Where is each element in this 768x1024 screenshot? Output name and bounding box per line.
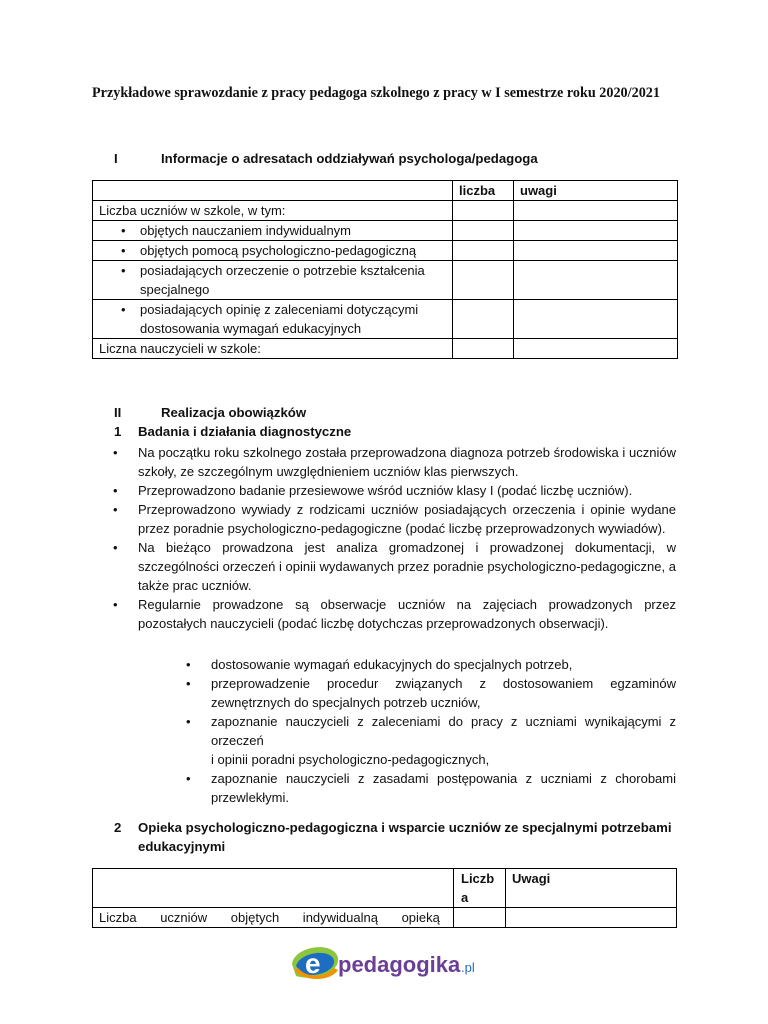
notes-cell[interactable] bbox=[514, 201, 678, 221]
logo-tld: .pl bbox=[461, 960, 475, 975]
subsection-1-number: 1 bbox=[114, 424, 122, 439]
logo-letter: e bbox=[305, 948, 321, 979]
notes-cell[interactable] bbox=[514, 339, 678, 359]
column-liczba: liczba bbox=[453, 181, 514, 201]
list-item: • Na bieżąco prowadzona jest analiza gromadzonej i prowadzonej dokumentacji, w szczególności orzeczeń i opinii wydawanych przez poradnie psychologiczno-pedagogiczne, a także prac uczniów. bbox=[92, 538, 676, 595]
notes-cell[interactable] bbox=[506, 908, 677, 928]
list-item: • zapoznanie nauczycieli z zasadami postępowania z uczniami z chorobami przewlekłymi. bbox=[160, 769, 676, 807]
subsection-2-heading bbox=[114, 818, 676, 856]
count-cell[interactable] bbox=[453, 261, 514, 300]
table-row bbox=[93, 201, 678, 221]
column-liczba: Liczba bbox=[454, 869, 506, 908]
document-title: Przykładowe sprawozdanie z pracy pedagoga szkolnego z pracy w I semestrze roku 2020/2021 bbox=[92, 85, 660, 101]
count-cell[interactable] bbox=[453, 300, 514, 339]
list-item bbox=[160, 712, 676, 769]
list-item: • przeprowadzenie procedur związanych z dostosowaniem egzaminów zewnętrznych do specjalnych potrzeb uczniów, bbox=[160, 674, 676, 712]
table-row bbox=[93, 339, 678, 359]
table-header-empty bbox=[93, 869, 454, 908]
section-2-number: II bbox=[114, 405, 122, 420]
adresaci-table bbox=[92, 180, 678, 359]
table-header-row bbox=[93, 869, 677, 908]
section-1-title: Informacje o adresatach oddziaływań psychologa/pedagoga bbox=[161, 151, 538, 166]
diagnostic-actions-list bbox=[92, 443, 676, 633]
row-label: Liczba uczniów w szkole, w tym: bbox=[93, 201, 453, 221]
row-label: • objętych nauczaniem indywidualnym bbox=[93, 221, 453, 241]
subsection-2-title: Opieka psychologiczno-pedagogiczna i wsparcie uczniów ze specjalnymi potrzebami edukacyjnymi bbox=[138, 820, 672, 854]
column-uwagi: uwagi bbox=[514, 181, 678, 201]
row-label: • posiadających opinię z zaleceniami dotyczącymi dostosowania wymagań edukacyjnych bbox=[93, 300, 453, 339]
list-item: • Na początku roku szkolnego została przeprowadzona diagnoza potrzeb środowiska i uczniów szkoły, ze szczególnym uwzględnieniem uczniów klas pierwszych. bbox=[92, 443, 676, 481]
count-cell[interactable] bbox=[454, 908, 506, 928]
row-label: Liczna nauczycieli w szkole: bbox=[93, 339, 453, 359]
count-cell[interactable] bbox=[453, 221, 514, 241]
table-row bbox=[93, 221, 678, 241]
notes-cell[interactable] bbox=[514, 221, 678, 241]
section-1-number: I bbox=[114, 151, 118, 166]
count-cell[interactable] bbox=[453, 201, 514, 221]
table-row bbox=[93, 300, 678, 339]
count-cell[interactable] bbox=[453, 339, 514, 359]
table-header-empty bbox=[93, 181, 453, 201]
table-row bbox=[93, 241, 678, 261]
logo-word: pedagogika bbox=[338, 952, 461, 977]
count-cell[interactable] bbox=[453, 241, 514, 261]
list-item: • Regularnie prowadzone są obserwacje uczniów na zajęciach prowadzonych przez pozostałych nauczycieli (podać liczbę dotychczas przeprowadzonych obserwacji). bbox=[92, 595, 676, 633]
notes-cell[interactable] bbox=[514, 300, 678, 339]
list-item-text: zapoznanie nauczycieli z zaleceniami do pracy z uczniami wynikającymi z orzeczeń bbox=[211, 714, 676, 748]
section-2-title: Realizacja obowiązków bbox=[161, 405, 307, 420]
epedagogika-logo[interactable] bbox=[290, 940, 490, 984]
row-label: • objętych pomocą psychologiczno-pedagogiczną bbox=[93, 241, 453, 261]
logo-graphic bbox=[290, 940, 490, 984]
notes-cell[interactable] bbox=[514, 261, 678, 300]
subsection-1-title: Badania i działania diagnostyczne bbox=[138, 424, 352, 439]
list-item: • dostosowanie wymagań edukacyjnych do specjalnych potrzeb, bbox=[160, 655, 676, 674]
opieka-table bbox=[92, 868, 677, 928]
list-item-continuation: i opinii poradni psychologiczno-pedagogicznych, bbox=[211, 752, 490, 767]
subsection-2-number: 2 bbox=[114, 820, 122, 835]
row-label: Liczba uczniów objętych indywidualną opieką bbox=[93, 908, 454, 928]
list-item: • Przeprowadzono badanie przesiewowe wśród uczniów klasy I (podać liczbę uczniów). bbox=[92, 481, 676, 500]
notes-cell[interactable] bbox=[514, 241, 678, 261]
row-label: • posiadających orzeczenie o potrzebie kształcenia specjalnego bbox=[93, 261, 453, 300]
table-row bbox=[93, 261, 678, 300]
column-uwagi: Uwagi bbox=[506, 869, 677, 908]
table-row bbox=[93, 908, 677, 928]
observation-topics-list bbox=[160, 655, 676, 807]
table-header-row bbox=[93, 181, 678, 201]
list-item: • Przeprowadzono wywiady z rodzicami uczniów posiadających orzeczenia i opinie wydane przez poradnie psychologiczno-pedagogiczne (podać liczbę przeprowadzonych wywiadów). bbox=[92, 500, 676, 538]
